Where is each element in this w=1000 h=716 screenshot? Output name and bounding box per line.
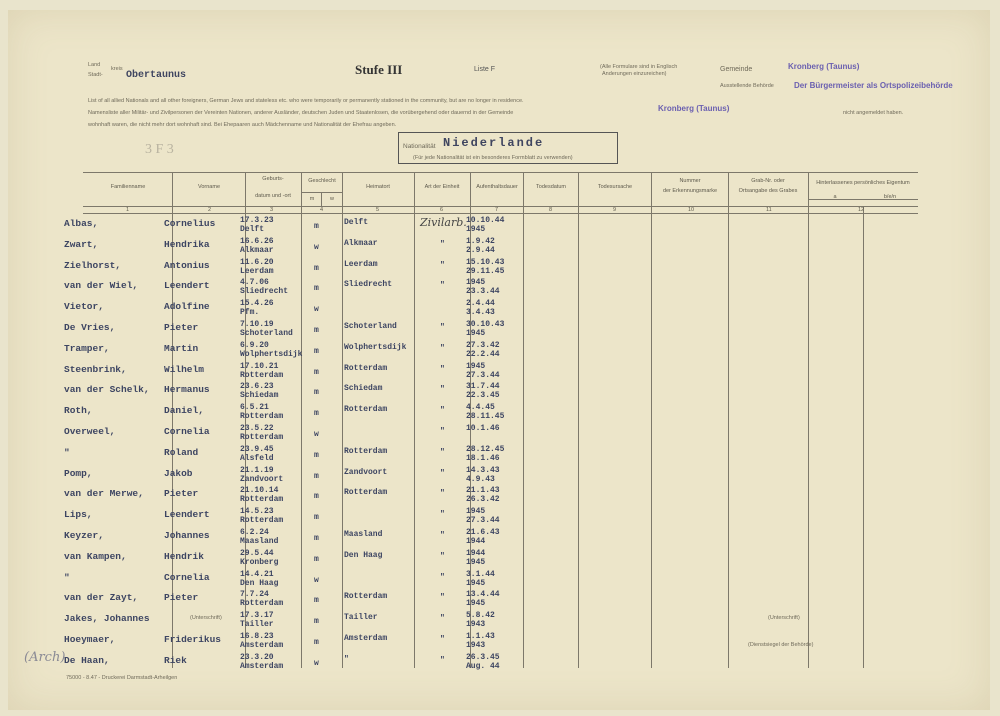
row-stay-end: 1943 <box>466 641 486 650</box>
col-header: Hinterlassenes persönliches Eigentum <box>816 180 910 186</box>
row-unit: " <box>440 343 445 353</box>
col-number: 8 <box>549 207 553 213</box>
row-birth-place: Amsterdam <box>240 661 284 671</box>
row-stay-start: 1945 <box>466 278 486 288</box>
row-stay-start: 4.4.45 <box>466 403 495 413</box>
row-surname: " <box>64 571 70 583</box>
row-hometown: Amsterdam <box>344 634 388 643</box>
col-header: Nummer <box>679 178 701 184</box>
col-header: Vorname <box>197 184 220 190</box>
row-unit: " <box>440 593 445 603</box>
row-birth-date: 17.10.21 <box>240 361 279 371</box>
row-first-name: Daniel, <box>164 405 204 417</box>
row-birth-date: 21.10.14 <box>240 486 279 496</box>
row-first-name: Pieter <box>164 488 199 500</box>
intro-line-1: List of all allied Nationals and all other foreigners, German Jews and stateless etc. who were temporarily or permanently stationed in the community, but are no longer in residence. <box>88 98 524 104</box>
row-birth-place: Wolphertsdijk <box>240 349 303 359</box>
row-surname: Albas, <box>64 218 99 229</box>
row-first-name: Cornelia <box>164 426 210 437</box>
row-birth-place: Rotterdam <box>240 516 284 526</box>
row-birth-place: Rotterdam <box>240 370 284 380</box>
row-birth-place: Sliedrecht <box>240 287 289 297</box>
row-birth-date: 29.5.44 <box>240 548 274 558</box>
row-first-name: Cornelia <box>164 571 210 583</box>
row-stay-start: 1945 <box>466 361 486 371</box>
col-number: 4 <box>320 207 324 213</box>
col-header: Heimatort <box>366 184 390 190</box>
row-first-name: Hendrika <box>164 238 210 250</box>
stadt-label: Stadt- <box>88 72 103 78</box>
row-unit: " <box>440 635 445 644</box>
nationality-value: Niederlande <box>443 136 545 150</box>
row-surname: Zielhorst, <box>64 259 122 271</box>
row-unit: " <box>440 364 445 374</box>
row-unit: " <box>440 239 445 249</box>
row-birth-date: 23.6.23 <box>240 382 274 392</box>
col-divider <box>414 172 415 668</box>
row-hometown: Rotterdam <box>344 592 388 602</box>
row-surname: Zwart, <box>64 238 99 250</box>
row-first-name: Antonius <box>164 259 210 271</box>
row-stay-end: 22.3.45 <box>466 391 500 401</box>
kronberg-stamp: Kronberg (Taunus) <box>658 104 730 113</box>
row-stay-start: 1.1.43 <box>466 632 495 641</box>
row-stay-start: 31.7.44 <box>466 382 500 392</box>
row-stay-end: 4.9.43 <box>466 474 495 484</box>
row-first-name: Leendert <box>164 280 210 292</box>
row-surname: Steenbrink, <box>64 363 127 375</box>
note-line-2: Anderungen einzureichen) <box>602 71 667 77</box>
row-sex: m <box>314 450 319 460</box>
row-unit: " <box>440 489 445 499</box>
handwritten-note: Zivilarb. <box>420 216 467 229</box>
row-birth-place: Schiedam <box>240 391 279 401</box>
row-hometown: Rotterdam <box>344 446 388 456</box>
row-hometown: Rotterdam <box>344 363 388 373</box>
row-birth-place: Maasland <box>240 537 279 546</box>
row-surname: Tramper, <box>64 342 110 354</box>
row-surname: van der Wiel, <box>64 280 139 292</box>
table-numbers-rule <box>83 213 918 214</box>
row-stay-start: 5.8.42 <box>466 611 495 621</box>
row-birth-date: 14.5.23 <box>240 507 274 517</box>
row-sex: m <box>314 346 319 356</box>
row-unit: " <box>440 468 445 478</box>
row-first-name: Pieter <box>164 592 199 604</box>
row-hometown: Leerdam <box>344 259 378 269</box>
row-first-name: Wilhelm <box>164 363 204 375</box>
row-sex: w <box>314 658 319 668</box>
col-header-a: a <box>833 194 837 200</box>
row-sex: m <box>314 534 319 543</box>
row-birth-date: 7.7.24 <box>240 590 269 600</box>
nationality-note: (Für jede Nationalität ist ein besonderes Formblatt zu verwenden) <box>413 155 573 161</box>
row-stay-start: 10.10.44 <box>466 216 505 225</box>
row-sex: w <box>314 305 319 315</box>
behoerde-label: Ausstellende Behörde <box>720 83 774 89</box>
row-stay-end: 29.11.45 <box>466 266 505 276</box>
row-hometown: Den Haag <box>344 550 383 560</box>
row-first-name: Riek <box>164 654 187 666</box>
row-stay-start: 10.1.46 <box>466 424 500 433</box>
intro-line-3: wohnhaft waren, die nicht mehr dort wohnhaft sind. Bei Ehepaaren auch Mädchenname und Nationalität der Ehefrau angeben. <box>88 122 397 128</box>
row-birth-date: 16.6.26 <box>240 236 274 246</box>
row-first-name: Hermanus <box>164 384 210 396</box>
row-surname: " <box>64 446 70 458</box>
row-birth-place: Alsfeld <box>240 453 274 463</box>
col-number: 6 <box>440 207 444 213</box>
behoerde-stamp: Der Bürgermeister als Ortspolizeibehörde <box>794 81 953 90</box>
row-birth-date: 14.4.21 <box>240 569 274 579</box>
row-hometown: " <box>344 654 349 664</box>
row-birth-date: 11.6.20 <box>240 257 274 267</box>
row-surname: van der Merwe, <box>64 488 144 500</box>
row-sex: m <box>314 638 319 647</box>
row-birth-place: Den Haag <box>240 578 279 588</box>
row-birth-date: 23.9.45 <box>240 444 274 454</box>
row-stay-start: 1.9.42 <box>466 236 495 246</box>
row-birth-place: Leerdam <box>240 266 274 276</box>
col-header: Geburts- <box>262 176 284 182</box>
col-divider <box>523 172 524 668</box>
row-hometown: Delft <box>344 218 369 227</box>
row-sex: m <box>314 222 319 231</box>
col-number: 3 <box>270 207 274 213</box>
row-surname: van der Zayt, <box>64 592 139 604</box>
col-header-w: w <box>330 196 334 202</box>
row-hometown: Alkmaar <box>344 238 378 248</box>
col-divider <box>651 172 652 668</box>
row-sex: m <box>314 263 319 273</box>
row-sex: m <box>314 513 319 523</box>
row-birth-place: Rotterdam <box>240 433 284 442</box>
row-unit: " <box>440 427 445 436</box>
row-stay-start: 21.1.43 <box>466 486 500 496</box>
row-sex: m <box>314 617 319 627</box>
document-sheet <box>8 10 990 710</box>
row-first-name: Pieter <box>164 322 199 333</box>
row-stay-start: 14.3.43 <box>466 465 500 475</box>
col-divider <box>578 172 579 668</box>
row-birth-date: 15.4.26 <box>240 299 274 309</box>
dienstsiegel-label: (Dienstsiegel der Behörde) <box>748 642 814 648</box>
row-unit: " <box>440 447 445 457</box>
row-stay-start: 1944 <box>466 548 486 558</box>
row-surname: van Kampen, <box>64 550 127 562</box>
col-header: Todesursache <box>597 184 633 190</box>
row-hometown: Rotterdam <box>344 488 388 498</box>
row-surname: De Vries, <box>64 322 116 333</box>
row-birth-date: 4.7.06 <box>240 278 269 288</box>
row-birth-date: 16.8.23 <box>240 632 274 641</box>
col-header: Ortsangabe des Grabes <box>738 188 798 194</box>
row-unit: " <box>440 510 445 520</box>
col-number: 7 <box>495 207 499 213</box>
col-header: Todesdatum <box>536 184 566 190</box>
col-number: 11 <box>766 207 772 213</box>
col-number: 1 <box>126 207 130 213</box>
row-birth-place: Amsterdam <box>240 641 284 650</box>
intro-tail: nicht angemeldet haben. <box>843 110 904 116</box>
row-birth-place: Schoterland <box>240 329 293 338</box>
row-hometown: Maasland <box>344 530 383 539</box>
row-sex: m <box>314 554 319 564</box>
row-sex: m <box>314 471 319 481</box>
print-note: 75000 - 8.47 - Druckerei Darmstadt-Arheilgen <box>66 675 178 681</box>
row-stay-start: 21.6.43 <box>466 528 500 537</box>
row-unit: " <box>440 323 445 332</box>
row-first-name: Roland <box>164 446 199 458</box>
col-divider <box>863 206 864 668</box>
row-stay-start: 15.10.43 <box>466 257 505 267</box>
row-sex: m <box>314 367 319 377</box>
col-header: Geschlecht <box>308 178 336 184</box>
row-stay-end: 1945 <box>466 225 486 234</box>
row-surname: Pomp, <box>64 467 93 479</box>
row-birth-date: 7.10.19 <box>240 320 274 329</box>
row-stay-start: 30.10.43 <box>466 320 505 329</box>
row-birth-date: 23.3.20 <box>240 652 274 662</box>
row-hometown: Rotterdam <box>344 405 388 415</box>
faint-pencil-mark: 3 F 3 <box>145 142 174 157</box>
row-hometown: Schoterland <box>344 322 397 331</box>
row-sex: m <box>314 409 319 419</box>
col-number: 5 <box>376 207 380 213</box>
row-stay-end: 26.3.42 <box>466 495 500 505</box>
row-surname: Jakes, Johannes <box>64 613 150 625</box>
kreis-value: Obertaunus <box>126 70 187 81</box>
row-surname: Vietor, <box>64 301 104 313</box>
row-birth-date: 6.2.24 <box>240 528 269 537</box>
col-divider <box>301 172 302 668</box>
col-number: 9 <box>613 207 617 213</box>
col-header: datum und -ort <box>255 193 291 199</box>
row-surname: van der Schelk, <box>64 384 150 396</box>
row-first-name: Martin <box>164 342 199 354</box>
row-stay-end: 27.3.44 <box>466 370 500 380</box>
row-surname: Hoeymaer, <box>64 634 116 645</box>
row-stay-end: 1945 <box>466 557 486 567</box>
col-header: Grab-Nr. oder <box>751 178 785 184</box>
row-stay-start: 3.1.44 <box>466 569 495 579</box>
row-birth-place: Delft <box>240 225 265 234</box>
col-divider <box>808 172 809 668</box>
row-stay-start: 26.3.45 <box>466 652 500 662</box>
row-stay-end: 1945 <box>466 599 486 609</box>
row-birth-date: 17.3.17 <box>240 611 274 621</box>
form-title: Stufe III <box>355 62 403 77</box>
col-header: Familienname <box>110 184 146 190</box>
row-unit: " <box>440 655 445 665</box>
row-birth-place: Rotterdam <box>240 599 284 609</box>
row-surname: Roth, <box>64 405 93 417</box>
col-header: Art der Einheit <box>424 184 460 190</box>
row-sex: m <box>314 284 319 294</box>
row-stay-end: 28.11.45 <box>466 412 505 422</box>
row-stay-start: 1945 <box>466 507 486 517</box>
row-unit: " <box>440 614 445 624</box>
liste-label: Liste F <box>474 66 496 73</box>
row-hometown: Schiedam <box>344 384 383 394</box>
row-stay-end: 27.3.44 <box>466 516 500 526</box>
row-first-name: Leendert <box>164 509 210 521</box>
row-stay-start: 28.12.45 <box>466 444 505 454</box>
col-header: der Erkennungsmarke <box>662 188 718 194</box>
row-stay-start: 2.4.44 <box>466 299 495 309</box>
row-birth-date: 23.5.22 <box>240 424 274 433</box>
row-sex: m <box>314 388 319 398</box>
col-header-b: b/e/n <box>883 194 897 200</box>
row-birth-place: Tailler <box>240 620 274 630</box>
row-unit: " <box>440 551 445 561</box>
col-divider <box>342 172 343 668</box>
row-unit: " <box>440 281 445 291</box>
row-stay-start: 13.4.44 <box>466 590 500 600</box>
row-hometown: Wolphertsdijk <box>344 342 407 352</box>
row-first-name: Cornelius <box>164 218 216 229</box>
row-sex: w <box>314 430 319 439</box>
row-stay-end: 1944 <box>466 537 486 546</box>
row-birth-place: Rotterdam <box>240 495 284 505</box>
row-first-name: Jakob <box>164 467 193 479</box>
unterschrift-label: (Unterschrift) <box>190 615 222 621</box>
row-surname: Keyzer, <box>64 530 104 541</box>
row-stay-end: 1945 <box>466 578 486 588</box>
note-line-1: (Alle Formulare sind in Englisch <box>600 64 678 70</box>
col-header-m: m <box>309 196 315 202</box>
row-stay-end: 1945 <box>466 329 486 338</box>
land-label: Land <box>88 62 101 68</box>
col-4-split <box>321 192 322 206</box>
row-stay-start: 27.3.42 <box>466 340 500 350</box>
row-first-name: Adolfine <box>164 301 210 313</box>
row-surname: De Haan, <box>64 654 110 666</box>
row-birth-place: Kronberg <box>240 557 279 567</box>
col-number: 2 <box>208 207 212 213</box>
nationality-box <box>398 132 618 164</box>
col-header: Aufenthaltsdauer <box>476 184 518 190</box>
row-hometown: Tailler <box>344 613 378 623</box>
row-sex: w <box>314 575 319 585</box>
col-number: 12 <box>858 207 865 213</box>
row-surname: Overweel, <box>64 426 116 437</box>
row-stay-end: 2.9.44 <box>466 245 495 255</box>
row-sex: w <box>314 242 319 252</box>
row-stay-end: 3.4.43 <box>466 308 495 318</box>
row-sex: m <box>314 596 319 606</box>
gemeinde-stamp: Kronberg (Taunus) <box>788 62 860 71</box>
sign-line-label: (Unterschrift) <box>768 615 800 621</box>
row-hometown: Zandvoort <box>344 467 388 477</box>
row-unit: " <box>440 406 445 416</box>
row-stay-end: 1943 <box>466 620 486 630</box>
row-stay-end: 23.3.44 <box>466 287 500 297</box>
row-sex: m <box>314 492 319 502</box>
nationality-label: Nationalität <box>403 143 436 150</box>
row-unit: " <box>440 531 445 540</box>
gemeinde-label: Gemeinde <box>720 66 753 73</box>
col-divider <box>728 172 729 668</box>
archive-mark: (Arch) <box>24 650 66 665</box>
row-unit: " <box>440 572 445 582</box>
kreis-label: kreis <box>111 66 123 72</box>
table-top-rule <box>83 172 918 173</box>
row-first-name: Johannes <box>164 530 210 541</box>
row-birth-place: Zandvoort <box>240 474 284 484</box>
row-stay-end: Aug. 44 <box>466 661 500 671</box>
row-sex: m <box>314 326 319 335</box>
row-birth-date: 6.9.20 <box>240 340 269 350</box>
row-unit: " <box>440 385 445 395</box>
row-birth-date: 17.3.23 <box>240 216 274 225</box>
row-first-name: Hendrik <box>164 550 204 562</box>
row-hometown: Sliedrecht <box>344 280 393 290</box>
row-birth-place: Pfm. <box>240 308 260 318</box>
row-surname: Lips, <box>64 509 93 521</box>
row-birth-place: Alkmaar <box>240 245 274 255</box>
row-birth-date: 21.1.19 <box>240 465 274 475</box>
row-birth-place: Rotterdam <box>240 412 284 422</box>
row-unit: " <box>440 260 445 270</box>
row-first-name: Friderikus <box>164 634 222 645</box>
row-stay-end: 18.1.46 <box>466 453 500 463</box>
col-number: 10 <box>688 207 695 213</box>
row-birth-date: 6.5.21 <box>240 403 269 413</box>
row-stay-end: 22.2.44 <box>466 349 500 359</box>
intro-line-2: Namensliste aller Militär- und Zivilpersonen der Vereinten Nationen, anderer Ausländer, deutschen Juden und Staatenlosen, die vorübergehend oder dauernd in der Gemeinde <box>88 110 514 116</box>
